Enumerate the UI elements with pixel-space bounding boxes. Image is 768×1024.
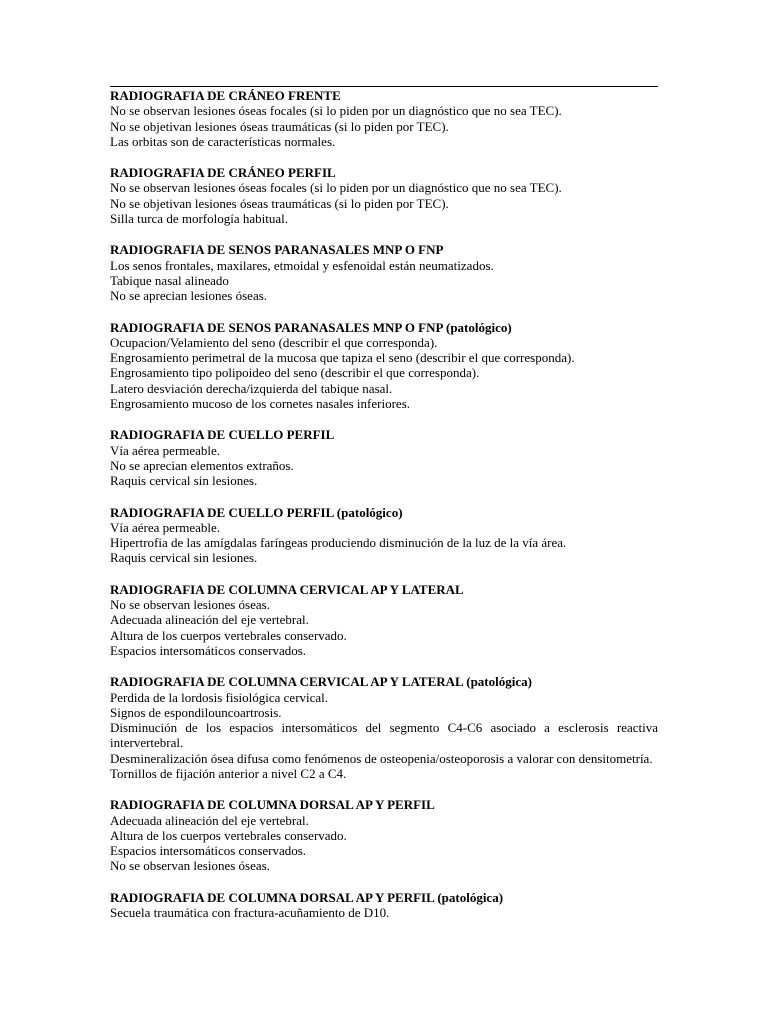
finding-line: Hipertrofia de las amígdalas faríngeas produciendo disminución de la luz de la vía área. (110, 535, 567, 551)
section-heading: RADIOGRAFIA DE CUELLO PERFIL (patológico) (110, 504, 403, 520)
finding-line: No se objetivan lesiones óseas traumáticas (si lo piden por TEC). (110, 195, 449, 211)
finding-line: Secuela traumática con fractura-acuñamiento de D10. (110, 905, 390, 921)
finding-line: Adecuada alineación del eje vertebral. (110, 812, 309, 828)
finding-line: Engrosamiento mucoso de los cornetes nasales inferiores. (110, 396, 410, 412)
finding-line: Disminución de los espacios intersomáticos del segmento C4-C6 asociado a esclerosis reactiva intervertebral. (110, 720, 658, 751)
finding-line: Desmineralización ósea difusa como fenómenos de osteopenia/osteoporosis a valorar con densitometría. (110, 750, 653, 766)
finding-line: No se aprecian lesiones óseas. (110, 288, 268, 304)
section-heading: RADIOGRAFIA DE COLUMNA DORSAL AP Y PERFIL (patológica) (110, 889, 504, 905)
finding-line: Espacios intersomáticos conservados. (110, 843, 307, 859)
report-section (110, 890, 658, 921)
finding-line: No se objetivan lesiones óseas traumáticas (si lo piden por TEC). (110, 118, 449, 134)
report-section (110, 165, 658, 226)
section-heading: RADIOGRAFIA DE CUELLO PERFIL (110, 427, 335, 443)
report-section (110, 320, 658, 412)
finding-line: Vía aérea permeable. (110, 519, 221, 535)
report-section (110, 505, 658, 566)
report-section (110, 582, 658, 658)
section-heading: RADIOGRAFIA DE COLUMNA DORSAL AP Y PERFIL (110, 797, 435, 813)
finding-line: Silla turca de morfología habitual. (110, 211, 288, 227)
finding-line: Los senos frontales, maxilares, etmoidal y esfenoidal están neumatizados. (110, 257, 494, 273)
finding-line: Engrosamiento perimetral de la mucosa que tapiza el seno (describir el que corresponda). (110, 350, 575, 366)
section-heading: RADIOGRAFIA DE CRÁNEO FRENTE (110, 88, 341, 103)
finding-line: No se observan lesiones óseas. (110, 597, 270, 613)
document-page (110, 86, 658, 936)
finding-line: Latero desviación derecha/izquierda del tabique nasal. (110, 380, 393, 396)
top-rule (110, 86, 658, 87)
finding-line: Tabique nasal alineado (110, 272, 229, 288)
finding-line: Vía aérea permeable. (110, 442, 221, 458)
finding-line: Engrosamiento tipo polipoideo del seno (describir el que corresponda). (110, 365, 480, 381)
section-heading: RADIOGRAFIA DE COLUMNA CERVICAL AP Y LATERAL (patológica) (110, 674, 532, 690)
report-section (110, 88, 658, 149)
finding-line: No se observan lesiones óseas focales (si lo piden por un diagnóstico que no sea TEC). (110, 180, 562, 196)
report-section (110, 674, 658, 781)
section-heading: RADIOGRAFIA DE SENOS PARANASALES MNP O FNP (110, 242, 444, 258)
finding-line: Signos de espondilouncoartrosis. (110, 704, 282, 720)
finding-line: Altura de los cuerpos vertebrales conservado. (110, 827, 347, 843)
finding-line: No se aprecian elementos extraños. (110, 457, 294, 473)
finding-line: Adecuada alineación del eje vertebral. (110, 612, 309, 628)
finding-line: No se observan lesiones óseas. (110, 858, 270, 874)
finding-line: No se observan lesiones óseas focales (si lo piden por un diagnóstico que no sea TEC). (110, 103, 562, 119)
finding-line: Tornillos de fijación anterior a nivel C2 a C4. (110, 765, 347, 781)
finding-line: Perdida de la lordosis fisiológica cervical. (110, 689, 329, 705)
finding-line: Ocupacion/Velamiento del seno (describir el que corresponda). (110, 334, 438, 350)
report-section (110, 242, 658, 303)
section-heading: RADIOGRAFIA DE COLUMNA CERVICAL AP Y LATERAL (110, 581, 464, 597)
finding-line: Raquis cervical sin lesiones. (110, 473, 258, 489)
finding-line: Altura de los cuerpos vertebrales conservado. (110, 627, 347, 643)
report-sections (110, 88, 658, 920)
finding-line: Las orbitas son de características normales. (110, 133, 336, 149)
report-section (110, 427, 658, 488)
finding-line: Espacios intersomáticos conservados. (110, 642, 307, 658)
finding-line: Raquis cervical sin lesiones. (110, 550, 258, 566)
section-heading: RADIOGRAFIA DE SENOS PARANASALES MNP O FNP (patológico) (110, 319, 512, 335)
section-heading: RADIOGRAFIA DE CRÁNEO PERFIL (110, 165, 336, 181)
report-section (110, 797, 658, 873)
